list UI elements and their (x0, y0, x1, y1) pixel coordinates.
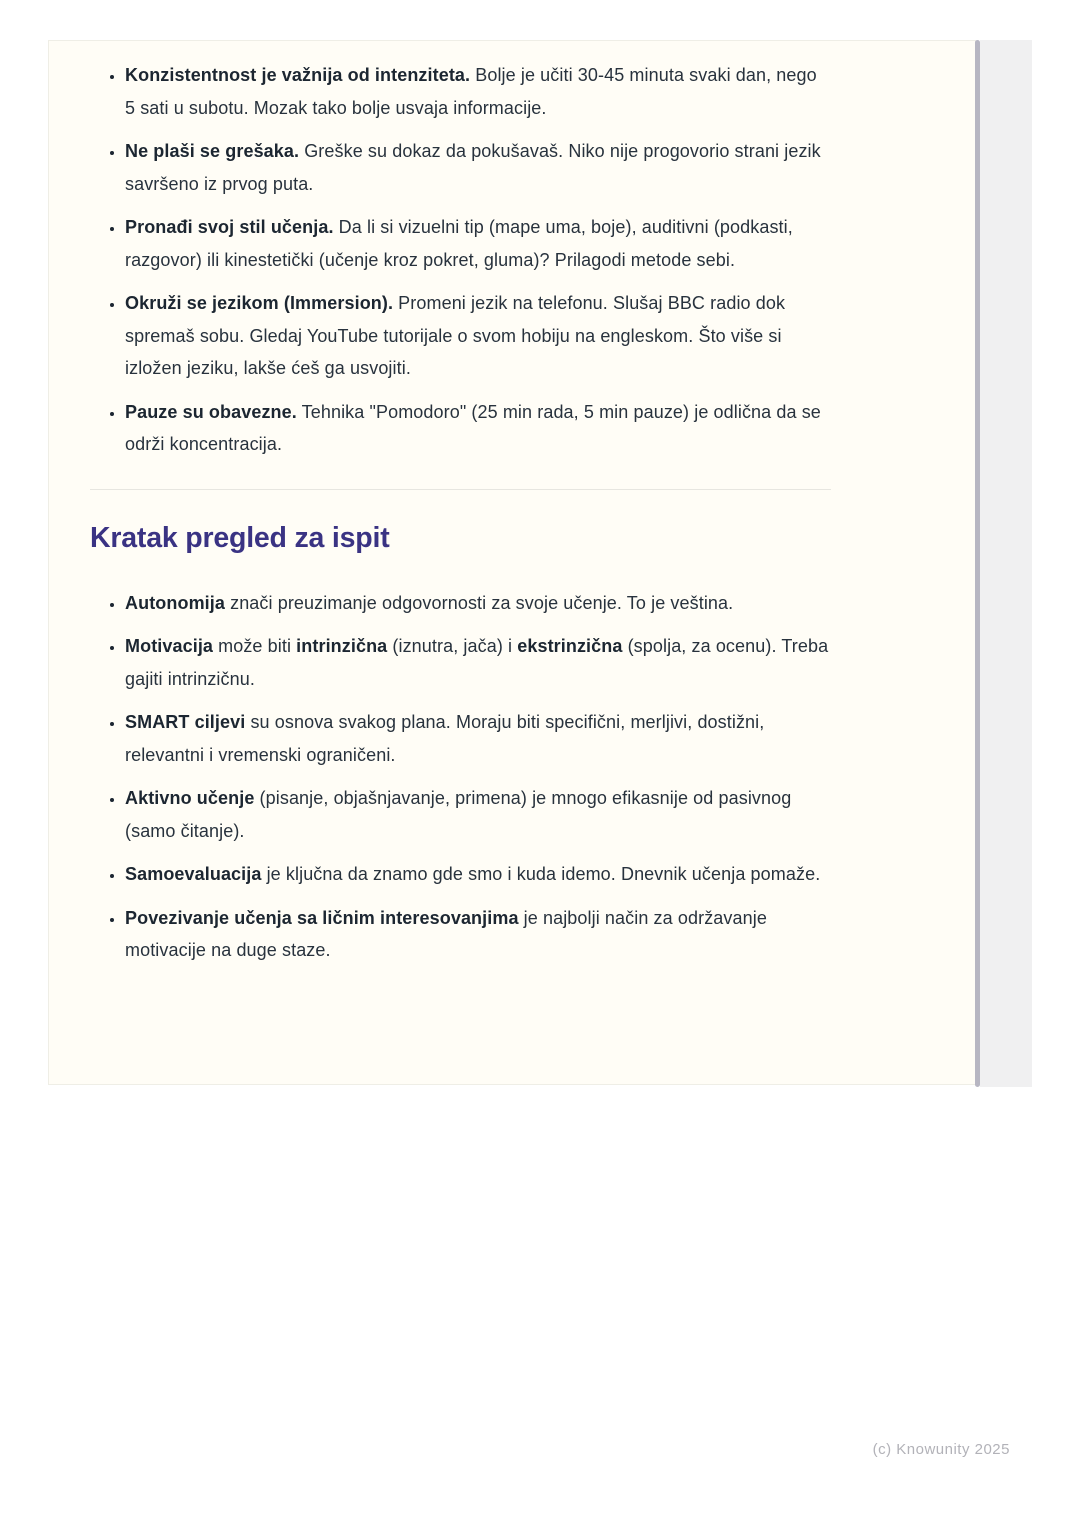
list-item (125, 858, 830, 891)
bold-text: Aktivno učenje (125, 788, 255, 808)
section-divider (90, 489, 831, 490)
regular-text: Promeni jezik na telefonu. Slušaj BBC radio dok spremaš sobu. Gledaj YouTube tutorijale o svom hobiju na engleskom. Što više si izložen jeziku, lakše ćeš ga usvojiti. (125, 293, 786, 378)
regular-text: Greške su dokaz da pokušavaš. Niko nije progovorio strani jezik savršeno iz prvog puta. (125, 141, 821, 194)
regular-text: Tehnika "Pomodoro" (25 min rada, 5 min pauze) je odlična da se održi koncentracija. (125, 401, 821, 454)
regular-text: (pisanje, objašnjavanje, primena) je mnogo efikasnije od pasivnog (samo čitanje). (125, 788, 792, 841)
bold-text: Pauze su obavezne. (125, 401, 297, 422)
regular-text: Da li si vizuelni tip (mape uma, boje), auditivni (podkasti, razgovor) ili kinestetički (učenje kroz pokret, gluma)? Prilagodi metode sebi. (125, 217, 793, 270)
regular-text: je ključna da znamo gde smo i kuda idemo. Dnevnik učenja pomaže. (261, 864, 821, 884)
bold-text: Ne plaši se grešaka. (125, 141, 300, 161)
scrollbar-track[interactable] (980, 40, 1032, 1087)
regular-text: su osnova svakog plana. Moraju biti specifični, merljivi, dostižni, relevantni i vremenski ograničeni. (125, 712, 765, 765)
list-item (125, 135, 830, 200)
exam-summary-list (90, 587, 830, 967)
list-item (125, 902, 830, 967)
bold-text: Samoevaluacija (125, 864, 262, 884)
bold-text: Povezivanje učenja sa ličnim interesovanjima (125, 907, 519, 928)
bold-text: intrinzična (296, 636, 388, 656)
list-item (125, 630, 830, 695)
list-item (125, 287, 830, 385)
bold-text: Motivacija (125, 636, 214, 656)
regular-text: znači preuzimanje odgovornosti za svoje učenje. To je veština. (225, 592, 734, 613)
bold-text: SMART ciljevi (125, 712, 246, 732)
regular-text: može biti (213, 636, 297, 656)
regular-text: (spolja, za ocenu). Treba gajiti intrinzičnu. (125, 636, 829, 689)
regular-text: (iznutra, jača) i (387, 636, 518, 656)
scrollbar-thumb[interactable] (975, 40, 980, 1087)
bold-text: Pronađi svoj stil učenja. (125, 217, 334, 237)
list-item (125, 211, 830, 276)
list-item (125, 396, 830, 461)
list-item (125, 59, 830, 124)
regular-text: je najbolji način za održavanje motivacije na duge staze. (125, 907, 767, 960)
list-item (125, 587, 830, 620)
list-item (125, 782, 830, 847)
bold-text: Okruži se jezikom (Immersion). (125, 293, 394, 313)
list-item (125, 706, 830, 771)
regular-text: Bolje je učiti 30-45 minuta svaki dan, nego 5 sati u subotu. Mozak tako bolje usvaja informacije. (125, 65, 817, 118)
study-tips-list (90, 59, 830, 461)
bold-text: ekstrinzična (517, 636, 623, 656)
copyright-text: (c) Knowunity 2025 (872, 1441, 1010, 1458)
bold-text: Autonomija (125, 592, 225, 613)
document-card (48, 40, 976, 1085)
bold-text: Konzistentnost je važnija od intenziteta. (125, 65, 471, 85)
section-heading: Kratak pregled za ispit (90, 521, 390, 554)
